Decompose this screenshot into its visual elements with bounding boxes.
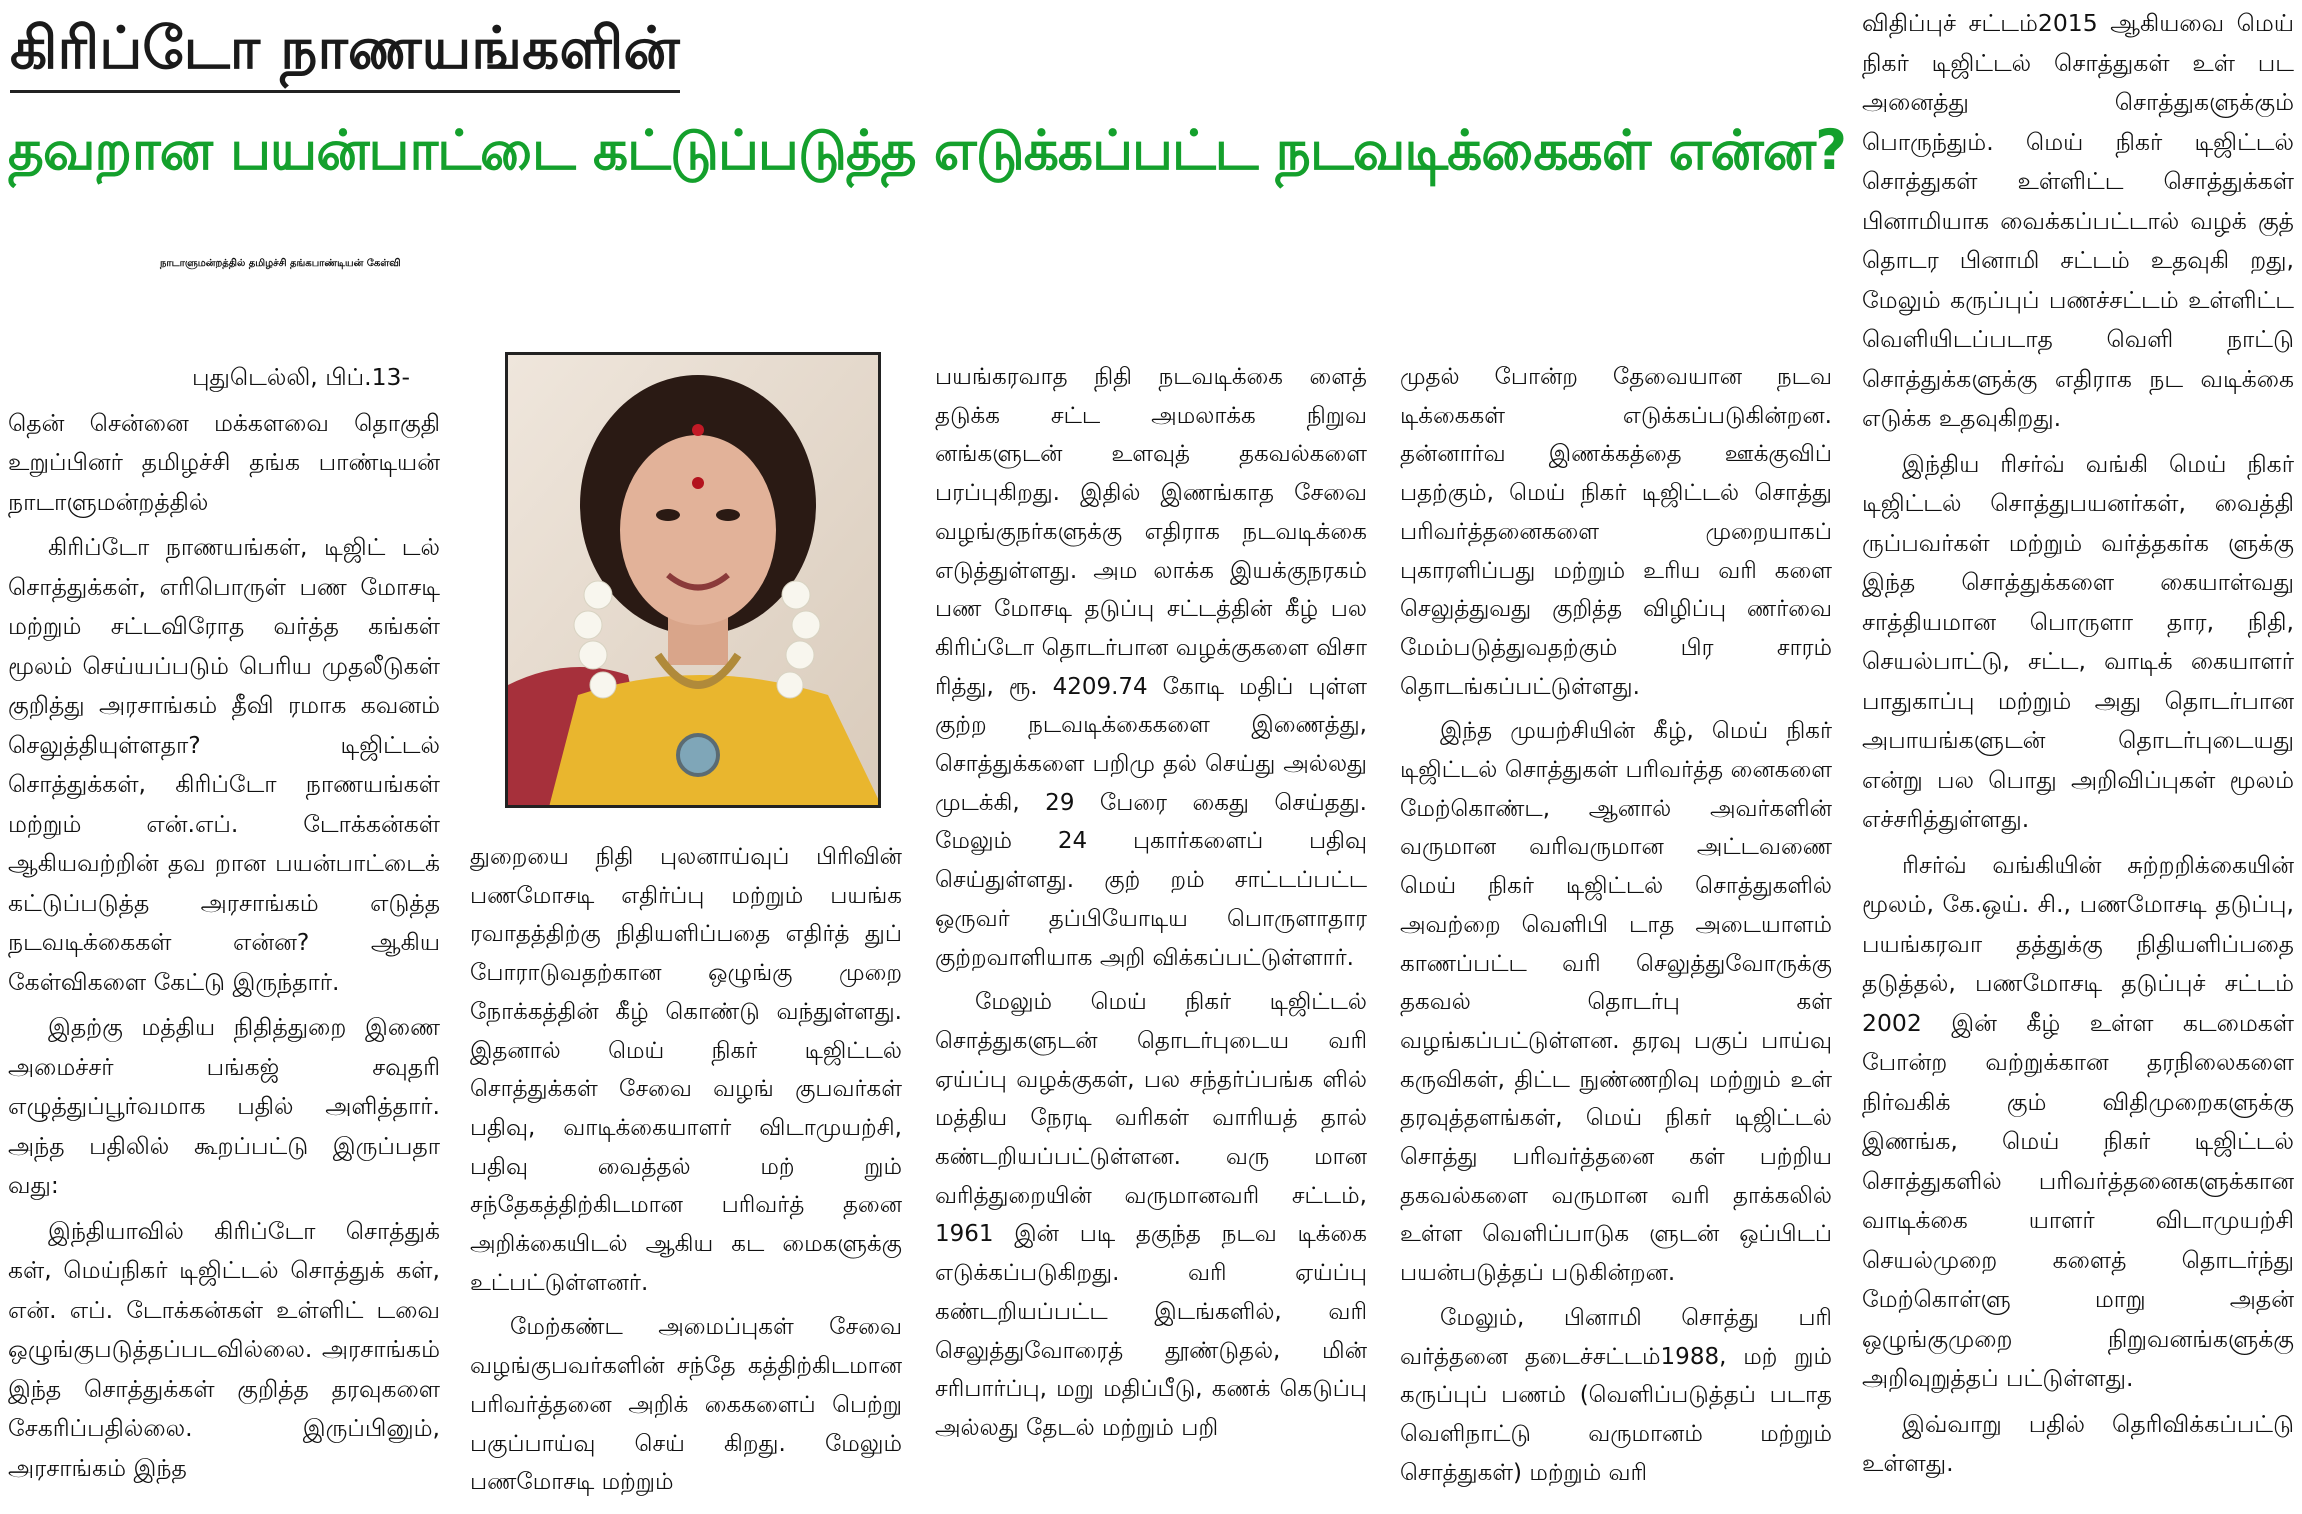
column-1 bbox=[8, 358, 440, 1494]
subheadline: நாடாளுமன்றத்தில் தமிழச்சி தங்கபாண்டியன் கேள்வி bbox=[160, 258, 401, 269]
paragraph: மேற்கண்ட அமைப்புகள் சேவை வழங்குபவர்களின் சந்தே கத்திற்கிடமான பரிவர்த்தனை அறிக் கைகளைப் பெற்று பகுப்பாய்வு செய் கிறது. மேலும் பணமோசடி மற்றும் bbox=[470, 1314, 902, 1496]
paragraph: தென் சென்னை மக்களவை தொகுதி உறுப்பினர் தமிழச்சி தங்க பாண்டியன் நாடாளுமன்றத்தில் bbox=[8, 408, 440, 516]
paragraph: விதிப்புச் சட்டம்2015 ஆகியவை மெய் நிகர் டிஜிட்டல் சொத்துகள் உள் பட அனைத்து சொத்துகளுக்கும் பொருந்தும். மெய் நிகர் டிஜிட்டல் சொத்துகள் உள்ளிட்ட சொத்துக்கள் பினாமியாக வைக்கப்பட்டால் வழக் குத் தொடர பினாமி சட்டம் உதவுகி றது, மேலும் கருப்புப் பணச்சட்டம் உள்ளிட்ட வெளியிடப்படாத வெளி நாட்டு சொத்துக்களுக்கு எதிராக நட வடிக்கை எடுக்க உதவுகிறது. bbox=[1862, 9, 2294, 432]
dateline: புதுடெல்லி, பிப்.13- bbox=[191, 363, 410, 391]
paragraph: மேலும், பினாமி சொத்து பரி வர்த்தனை தடைச்சட்டம்1988, மற் றும் கருப்புப் பணம் (வெளிப்படுத்தப் படாத வெளிநாட்டு வருமானம் மற்றும் சொத்துகள்) மற்றும் வரி bbox=[1400, 1304, 1832, 1486]
column-4 bbox=[1400, 358, 1832, 1498]
column-2 bbox=[470, 838, 902, 1508]
paragraph: முதல் போன்ற தேவையான நடவ டிக்கைகள் எடுக்கப்படுகின்றன. தன்னார்வ இணக்கத்தை ஊக்குவிப் பதற்கும், மெய் நிகர் டிஜிட்டல் சொத்து பரிவர்த்தனைகளை முறையாகப் புகாரளிப்பது மற்றும் உரிய வரி களை செலுத்துவது குறித்த விழிப்பு ணர்வை மேம்படுத்துவதற்கும் பிர சாரம் தொடங்கப்பட்டுள்ளது. bbox=[1400, 364, 1832, 700]
paragraph: மேலும் மெய் நிகர் டிஜிட்டல் சொத்துகளுடன் தொடர்புடைய வரி ஏய்ப்பு வழக்குகள், பல சந்தர்ப்பங்க ளில் மத்திய நேரடி வரிகள் வாரியத் தால் கண்டறியப்பட்டுள்ளன. வரு மான வரித்துறையின் வருமானவரி சட்டம், 1961 இன் படி தகுந்த நடவ டிக்கை எடுக்கப்படுகிறது. வரி ஏய்ப்பு கண்டறியப்பட்ட இடங்களில், வரி செலுத்துவோரைத் தூண்டுதல், மின் சரிபார்ப்பு, மறு மதிப்பீடு, கணக் கெடுப்பு அல்லது தேடல் மற்றும் பறி bbox=[935, 989, 1367, 1441]
paragraph: கிரிப்டோ நாணயங்கள், டிஜிட் டல் சொத்துக்கள், எரிபொருள் பண மோசடி மற்றும் சட்டவிரோத வர்த்த கங்கள் மூலம் செய்யப்படும் பெரிய முதலீடுகள் குறித்து அரசாங்கம் தீவி ரமாக கவனம் செலுத்தியுள்ளதா? டிஜிட்டல் சொத்துக்கள், கிரிப்டோ நாணயங்கள் மற்றும் என்.எப். டோக்கன்கள் ஆகியவற்றின் தவ றான பயன்பாட்டைக் கட்டுப்படுத்த அரசாங்கம் எடுத்த நடவடிக்கைகள் என்ன? ஆகிய கேள்விகளை கேட்டு இருந்தார். bbox=[8, 533, 440, 996]
paragraph: இந்தியாவில் கிரிப்டோ சொத்துக் கள், மெய்நிகர் டிஜிட்டல் சொத்துக் கள், என். எப். டோக்கன்கள் உள்ளிட் டவை ஒழுங்குபடுத்தப்படவில்லை. அரசாங்கம் இந்த சொத்துக்கள் குறித்த தரவுகளை சேகரிப்பதில்லை. இருப்பினும், அரசாங்கம் இந்த bbox=[8, 1216, 440, 1482]
kicker-rule bbox=[10, 90, 680, 93]
paragraph: பயங்கரவாத நிதி நடவடிக்கை ளைத் தடுக்க சட்ட அமலாக்க நிறுவ னங்களுடன் உளவுத் தகவல்களை பரப்புகிறது. இதில் இணங்காத சேவை வழங்குநர்களுக்கு எதிராக நடவடிக்கை எடுத்துள்ளது. அம லாக்க இயக்குநரகம் பண மோசடி தடுப்பு சட்டத்தின் கீழ் பல கிரிப்டோ தொடர்பான வழக்குகளை விசா ரித்து, ரூ. 4209.74 கோடி மதிப் புள்ள குற்ற நடவடிக்கைகளை இணைத்து, சொத்துக்களை பறிமு தல் செய்து அல்லது முடக்கி, 29 பேரை கைது செய்தது. மேலும் 24 புகார்களைப் பதிவு செய்துள்ளது. குற் றம் சாட்டப்பட்ட ஒருவர் தப்பியோடிய பொருளாதார குற்றவாளியாக அறி விக்கப்பட்டுள்ளார். bbox=[935, 364, 1367, 971]
paragraph: ரிசர்வ் வங்கியின் சுற்றறிக்கையின் மூலம், கே.ஒய். சி., பணமோசடி தடுப்பு, பயங்கரவா தத்துக்கு நிதியளிப்பதை தடுத்தல், பணமோசடி தடுப்புச் சட்டம் 2002 இன் கீழ் உள்ள கடமைகள் போன்ற வற்றுக்கான தரநிலைகளை நிர்வகிக் கும் விதிமுறைகளுக்கு இணங்க, மெய் நிகர் டிஜிட்டல் சொத்துகளில் பரிவர்த்தனைகளுக்கான வாடிக்கை யாளர் விடாமுயற்சி செயல்முறை களைத் தொடர்ந்து மேற்கொள்ளு மாறு அதன் ஒழுங்குமுறை நிறுவனங்களுக்கு அறிவுறுத்தப் பட்டுள்ளது. bbox=[1862, 850, 2294, 1392]
portrait-photo bbox=[505, 352, 881, 808]
paragraph: இந்த முயற்சியின் கீழ், மெய் நிகர் டிஜிட்டல் சொத்துகள் பரிவர்த்த னைகளை மேற்கொண்ட, ஆனால் அவர்களின் வருமான வரிவருமான அட்டவணை மெய் நிகர் டிஜிட்டல் சொத்துகளில் அவற்றை வெளிபி டாத அடையாளம் காணப்பட்ட வரி செலுத்துவோருக்கு தகவல் தொடர்பு கள் வழங்கப்பட்டுள்ளன. தரவு பகுப் பாய்வு கருவிகள், திட்ட நுண்ணறிவு மற்றும் உள் தரவுத்தளங்கள், மெய் நிகர் டிஜிட்டல் சொத்து பரிவர்த்தனை கள் பற்றிய தகவல்களை வருமான வரி தாக்கலில் உள்ள வெளிப்பாடுக ளுடன் ஒப்பிடப் பயன்படுத்தப் படுகின்றன. bbox=[1400, 718, 1832, 1287]
paragraph: இதற்கு மத்திய நிதித்துறை இணை அமைச்சர் பங்கஜ் சவுதரி எழுத்துப்பூர்வமாக பதில் அளித்தார். அந்த பதிலில் கூறப்பட்டு இருப்பதா வது: bbox=[8, 1013, 440, 1199]
portrait-illustration bbox=[508, 355, 881, 808]
paragraph: இவ்வாறு பதில் தெரிவிக்கப்பட்டு உள்ளது. bbox=[1862, 1409, 2294, 1477]
column-5 bbox=[1862, 4, 2294, 1490]
column-3 bbox=[935, 358, 1367, 1454]
kicker: கிரிப்டோ நாணயங்களின் bbox=[10, 14, 680, 82]
headline: தவறான பயன்பாட்டை கட்டுப்படுத்த எடுக்கப்பட்ட நடவடிக்கைகள் என்ன? bbox=[8, 118, 1846, 182]
paragraph: துறையை நிதி புலனாய்வுப் பிரிவின் பணமோசடி எதிர்ப்பு மற்றும் பயங்க ரவாதத்திற்கு நிதியளிப்பதை எதிர்த் துப் போராடுவதற்கான ஒழுங்கு முறை நோக்கத்தின் கீழ் கொண்டு வந்துள்ளது. இதனால் மெய் நிகர் டிஜிட்டல் சொத்துக்கள் சேவை வழங் குபவர்கள் பதிவு, வாடிக்கையாளர் விடாமுயற்சி, பதிவு வைத்தல் மற் றும் சந்தேகத்திற்கிடமான பரிவர்த் தனை அறிக்கையிடல் ஆகிய கட மைகளுக்கு உட்பட்டுள்ளனர். bbox=[470, 844, 902, 1296]
paragraph: இந்திய ரிசர்வ் வங்கி மெய் நிகர் டிஜிட்டல் சொத்துபயனர்கள், வைத்தி ருப்பவர்கள் மற்றும் வர்த்தகர்க ளுக்கு இந்த சொத்துக்களை கையாள்வது சாத்தியமான பொருளா தார, நிதி, செயல்பாட்டு, சட்ட, வாடிக் கையாளர் பாதுகாப்பு மற்றும் அது தொடர்பான அபாயங்களுடன் தொடர்புடையது என்று பல பொது அறிவிப்புகள் மூலம் எச்சரித்துள்ளது. bbox=[1862, 449, 2294, 833]
